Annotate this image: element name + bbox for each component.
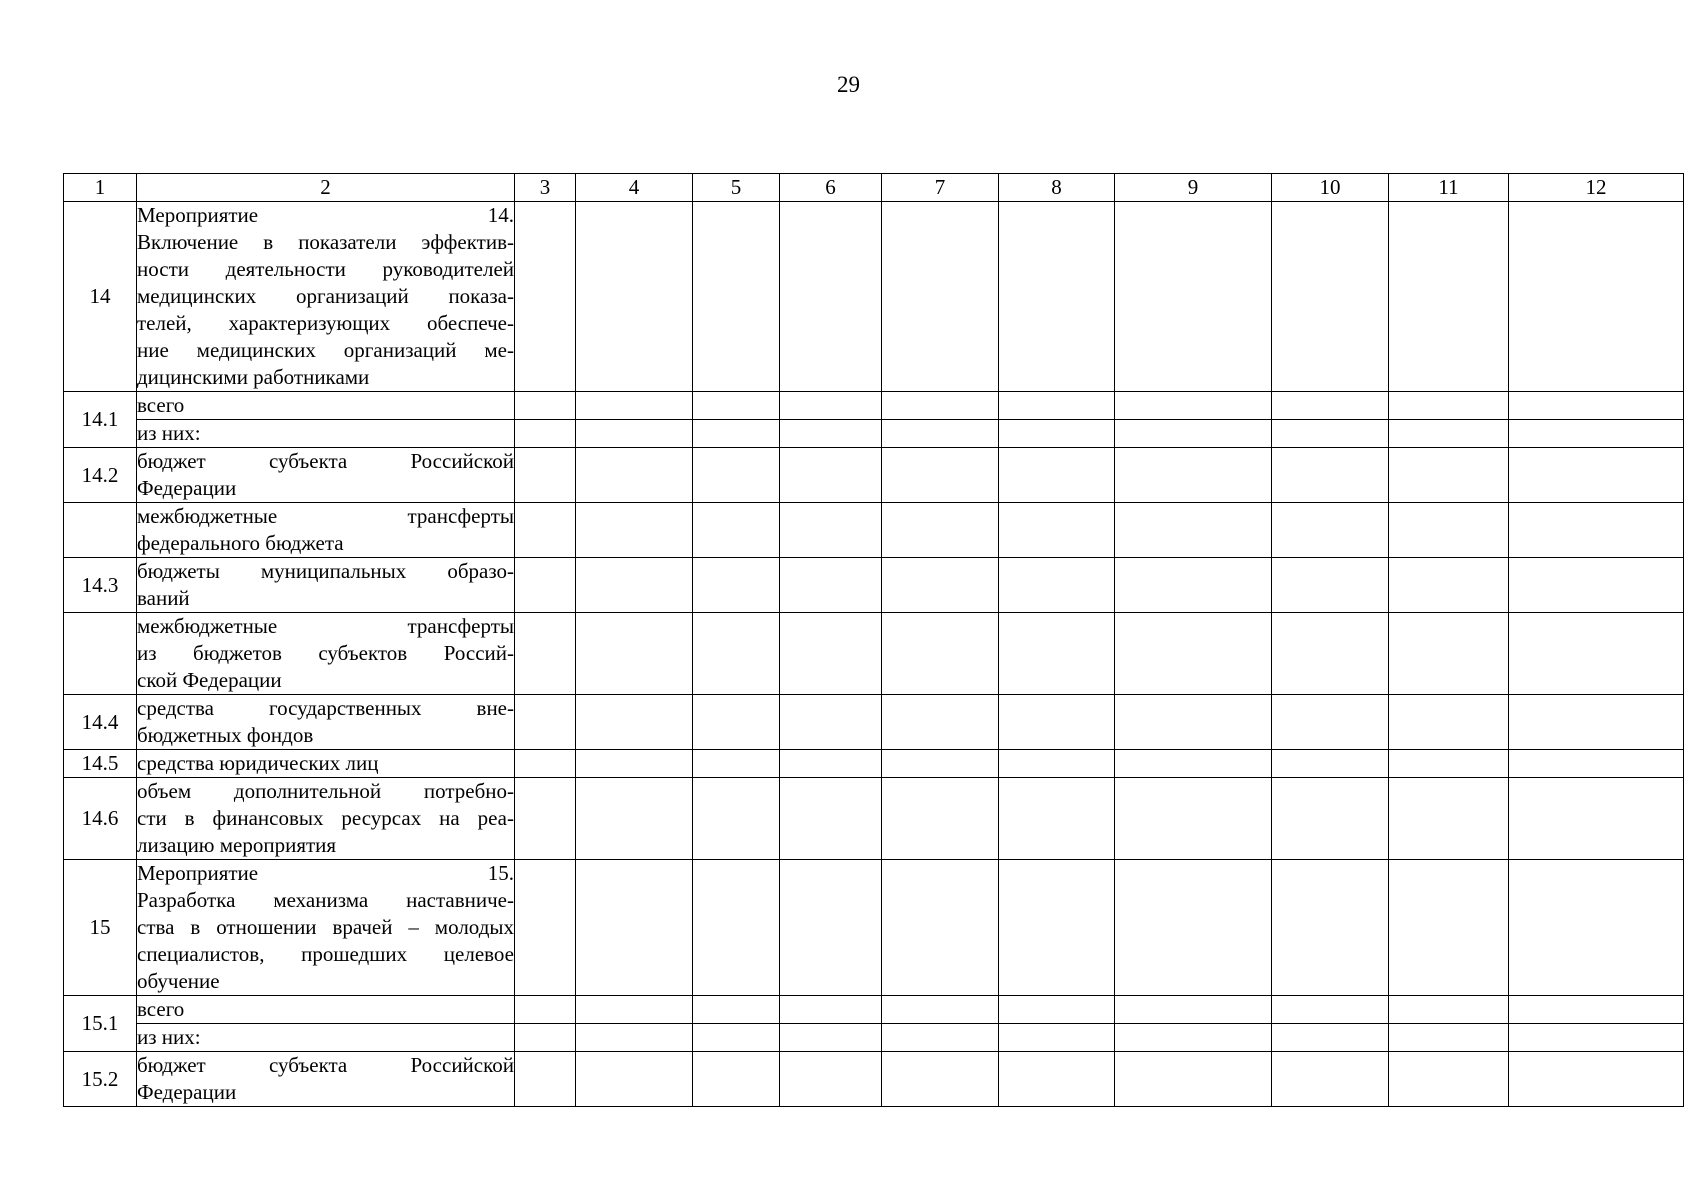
table-row: [64, 448, 1684, 503]
row-number-cell: 14.1: [64, 392, 137, 448]
row-description-cell: [137, 996, 515, 1024]
value-cell-col-3: [515, 996, 576, 1024]
value-cell-col-5: [693, 1024, 780, 1052]
value-cell-col-6: [780, 778, 882, 860]
row-description-cell: [137, 392, 515, 420]
value-cell-col-7: [882, 613, 999, 695]
value-cell-col-7: [882, 750, 999, 778]
value-cell-col-4: [576, 420, 693, 448]
column-header-5: 5: [693, 174, 780, 202]
description-line: медицинских организаций показа-: [137, 284, 514, 308]
row-description-cell: [137, 1024, 515, 1052]
value-cell-col-4: [576, 558, 693, 613]
value-cell-col-6: [780, 695, 882, 750]
table-row: [64, 778, 1684, 860]
value-cell-col-5: [693, 202, 780, 392]
description-line: из них:: [137, 1025, 201, 1049]
value-cell-col-8: [999, 1052, 1115, 1107]
description-line: бюджет субъекта Российской: [137, 449, 514, 473]
value-cell-col-9: [1115, 202, 1272, 392]
value-cell-col-10: [1272, 778, 1389, 860]
value-cell-col-3: [515, 420, 576, 448]
value-cell-col-12: [1509, 695, 1684, 750]
value-cell-col-12: [1509, 420, 1684, 448]
row-description-cell: [137, 420, 515, 448]
row-number-cell: 14.2: [64, 448, 137, 503]
description-line: бюджетных фондов: [137, 723, 314, 747]
value-cell-col-6: [780, 996, 882, 1024]
value-cell-col-5: [693, 420, 780, 448]
value-cell-col-4: [576, 1052, 693, 1107]
value-cell-col-4: [576, 1024, 693, 1052]
value-cell-col-3: [515, 202, 576, 392]
value-cell-col-4: [576, 448, 693, 503]
value-cell-col-7: [882, 202, 999, 392]
value-cell-col-8: [999, 202, 1115, 392]
value-cell-col-5: [693, 503, 780, 558]
column-header-12: 12: [1509, 174, 1684, 202]
value-cell-col-6: [780, 392, 882, 420]
value-cell-col-3: [515, 1024, 576, 1052]
description-line: межбюджетные трансферты: [137, 504, 514, 528]
row-description-cell: [137, 202, 515, 392]
column-header-6: 6: [780, 174, 882, 202]
value-cell-col-10: [1272, 613, 1389, 695]
page-number: 29: [837, 72, 860, 97]
value-cell-col-6: [780, 1052, 882, 1107]
value-cell-col-5: [693, 996, 780, 1024]
column-header-4: 4: [576, 174, 693, 202]
description-line: ства в отношении врачей – молодых: [137, 915, 514, 939]
value-cell-col-9: [1115, 860, 1272, 996]
description-line: Мероприятие 14.: [137, 203, 514, 227]
value-cell-col-12: [1509, 750, 1684, 778]
value-cell-col-8: [999, 392, 1115, 420]
row-number-cell: [64, 613, 137, 695]
value-cell-col-10: [1272, 448, 1389, 503]
row-number-cell: 15: [64, 860, 137, 996]
value-cell-col-12: [1509, 202, 1684, 392]
value-cell-col-4: [576, 695, 693, 750]
value-cell-col-3: [515, 1052, 576, 1107]
value-cell-col-12: [1509, 996, 1684, 1024]
column-header-1: 1: [64, 174, 137, 202]
value-cell-col-4: [576, 996, 693, 1024]
table-row: [64, 1024, 1684, 1052]
row-number-cell: 15.2: [64, 1052, 137, 1107]
description-line: ваний: [137, 586, 190, 610]
description-line: телей, характеризующих обеспече-: [137, 311, 514, 335]
value-cell-col-9: [1115, 420, 1272, 448]
column-header-3: 3: [515, 174, 576, 202]
value-cell-col-9: [1115, 503, 1272, 558]
description-line: из них:: [137, 421, 201, 445]
value-cell-col-4: [576, 392, 693, 420]
description-line: ности деятельности руководителей: [137, 257, 514, 281]
value-cell-col-12: [1509, 778, 1684, 860]
value-cell-col-6: [780, 558, 882, 613]
value-cell-col-3: [515, 613, 576, 695]
funding-table: [63, 173, 1684, 1107]
value-cell-col-11: [1389, 202, 1509, 392]
row-description-cell: [137, 860, 515, 996]
row-description-cell: [137, 778, 515, 860]
description-line: Разработка механизма наставниче-: [137, 888, 514, 912]
value-cell-col-10: [1272, 695, 1389, 750]
value-cell-col-9: [1115, 1052, 1272, 1107]
value-cell-col-5: [693, 392, 780, 420]
row-description-cell: [137, 750, 515, 778]
row-number-cell: 14.3: [64, 558, 137, 613]
value-cell-col-10: [1272, 558, 1389, 613]
row-description-cell: [137, 1052, 515, 1107]
description-line: федерального бюджета: [137, 531, 344, 555]
value-cell-col-11: [1389, 1024, 1509, 1052]
value-cell-col-4: [576, 503, 693, 558]
description-line: средства государственных вне-: [137, 696, 514, 720]
value-cell-col-10: [1272, 1024, 1389, 1052]
row-description-cell: [137, 613, 515, 695]
value-cell-col-12: [1509, 392, 1684, 420]
value-cell-col-8: [999, 750, 1115, 778]
value-cell-col-12: [1509, 860, 1684, 996]
value-cell-col-10: [1272, 503, 1389, 558]
value-cell-col-8: [999, 503, 1115, 558]
description-line: Федерации: [137, 476, 237, 500]
value-cell-col-6: [780, 420, 882, 448]
value-cell-col-7: [882, 695, 999, 750]
row-description-cell: [137, 695, 515, 750]
table-row: [64, 1052, 1684, 1107]
description-line: бюджет субъекта Российской: [137, 1053, 514, 1077]
description-line: из бюджетов субъектов Россий-: [137, 641, 514, 665]
value-cell-col-3: [515, 558, 576, 613]
value-cell-col-5: [693, 558, 780, 613]
value-cell-col-6: [780, 1024, 882, 1052]
table-row: [64, 558, 1684, 613]
value-cell-col-12: [1509, 1052, 1684, 1107]
value-cell-col-10: [1272, 750, 1389, 778]
value-cell-col-8: [999, 996, 1115, 1024]
value-cell-col-3: [515, 778, 576, 860]
value-cell-col-5: [693, 860, 780, 996]
value-cell-col-9: [1115, 392, 1272, 420]
value-cell-col-4: [576, 202, 693, 392]
value-cell-col-9: [1115, 613, 1272, 695]
value-cell-col-5: [693, 695, 780, 750]
value-cell-col-7: [882, 778, 999, 860]
column-header-10: 10: [1272, 174, 1389, 202]
value-cell-col-8: [999, 448, 1115, 503]
value-cell-col-3: [515, 860, 576, 996]
value-cell-col-8: [999, 695, 1115, 750]
value-cell-col-8: [999, 778, 1115, 860]
description-line: межбюджетные трансферты: [137, 614, 514, 638]
value-cell-col-4: [576, 750, 693, 778]
value-cell-col-6: [780, 202, 882, 392]
table-row: [64, 503, 1684, 558]
row-number-cell: 14.6: [64, 778, 137, 860]
value-cell-col-10: [1272, 420, 1389, 448]
value-cell-col-9: [1115, 695, 1272, 750]
value-cell-col-10: [1272, 996, 1389, 1024]
description-line: сти в финансовых ресурсах на реа-: [137, 806, 514, 830]
value-cell-col-10: [1272, 202, 1389, 392]
value-cell-col-7: [882, 392, 999, 420]
row-number-cell: 15.1: [64, 996, 137, 1052]
value-cell-col-11: [1389, 420, 1509, 448]
value-cell-col-11: [1389, 996, 1509, 1024]
row-description-cell: [137, 448, 515, 503]
value-cell-col-11: [1389, 448, 1509, 503]
value-cell-col-11: [1389, 695, 1509, 750]
value-cell-col-8: [999, 860, 1115, 996]
description-line: специалистов, прошедших целевое: [137, 942, 514, 966]
description-line: обучение: [137, 969, 220, 993]
value-cell-col-7: [882, 420, 999, 448]
value-cell-col-12: [1509, 448, 1684, 503]
value-cell-col-8: [999, 420, 1115, 448]
value-cell-col-9: [1115, 448, 1272, 503]
value-cell-col-12: [1509, 1024, 1684, 1052]
value-cell-col-10: [1272, 392, 1389, 420]
value-cell-col-11: [1389, 503, 1509, 558]
row-number-cell: 14.5: [64, 750, 137, 778]
value-cell-col-6: [780, 503, 882, 558]
value-cell-col-3: [515, 750, 576, 778]
column-header-9: 9: [1115, 174, 1272, 202]
value-cell-col-4: [576, 860, 693, 996]
description-line: бюджеты муниципальных образо-: [137, 559, 514, 583]
value-cell-col-3: [515, 695, 576, 750]
row-number-cell: [64, 503, 137, 558]
table-body: [64, 202, 1684, 1107]
row-number-cell: 14: [64, 202, 137, 392]
value-cell-col-9: [1115, 778, 1272, 860]
table-row: [64, 613, 1684, 695]
description-line: объем дополнительной потребно-: [137, 779, 514, 803]
value-cell-col-9: [1115, 1024, 1272, 1052]
description-line: ние медицинских организаций ме-: [137, 338, 514, 362]
value-cell-col-6: [780, 750, 882, 778]
value-cell-col-9: [1115, 750, 1272, 778]
description-line: ской Федерации: [137, 668, 282, 692]
value-cell-col-5: [693, 448, 780, 503]
value-cell-col-7: [882, 1024, 999, 1052]
description-line: средства юридических лиц: [137, 751, 379, 775]
description-line: Включение в показатели эффектив-: [137, 230, 514, 254]
value-cell-col-7: [882, 448, 999, 503]
value-cell-col-3: [515, 392, 576, 420]
value-cell-col-4: [576, 778, 693, 860]
description-line: Федерации: [137, 1080, 237, 1104]
value-cell-col-9: [1115, 558, 1272, 613]
table-row: [64, 750, 1684, 778]
table-row: [64, 996, 1684, 1024]
value-cell-col-5: [693, 750, 780, 778]
value-cell-col-11: [1389, 392, 1509, 420]
row-description-cell: [137, 558, 515, 613]
value-cell-col-11: [1389, 1052, 1509, 1107]
value-cell-col-6: [780, 860, 882, 996]
row-number-cell: 14.4: [64, 695, 137, 750]
value-cell-col-8: [999, 613, 1115, 695]
value-cell-col-3: [515, 503, 576, 558]
value-cell-col-8: [999, 1024, 1115, 1052]
description-line: Мероприятие 15.: [137, 861, 514, 885]
value-cell-col-5: [693, 1052, 780, 1107]
value-cell-col-11: [1389, 750, 1509, 778]
value-cell-col-3: [515, 448, 576, 503]
table-row: [64, 695, 1684, 750]
value-cell-col-11: [1389, 778, 1509, 860]
value-cell-col-5: [693, 778, 780, 860]
value-cell-col-7: [882, 996, 999, 1024]
description-line: дицинскими работниками: [137, 365, 370, 389]
value-cell-col-11: [1389, 860, 1509, 996]
table-row: [64, 392, 1684, 420]
value-cell-col-11: [1389, 613, 1509, 695]
value-cell-col-11: [1389, 558, 1509, 613]
table-row: [64, 202, 1684, 392]
value-cell-col-4: [576, 613, 693, 695]
value-cell-col-10: [1272, 860, 1389, 996]
header-row: [64, 174, 1684, 202]
value-cell-col-9: [1115, 996, 1272, 1024]
description-line: лизацию мероприятия: [137, 833, 337, 857]
value-cell-col-7: [882, 558, 999, 613]
column-header-11: 11: [1389, 174, 1509, 202]
table-row: [64, 860, 1684, 996]
column-header-2: 2: [137, 174, 515, 202]
value-cell-col-10: [1272, 1052, 1389, 1107]
value-cell-col-5: [693, 613, 780, 695]
value-cell-col-6: [780, 448, 882, 503]
row-description-cell: [137, 503, 515, 558]
value-cell-col-12: [1509, 558, 1684, 613]
value-cell-col-7: [882, 503, 999, 558]
description-line: всего: [137, 393, 185, 417]
table-row: [64, 420, 1684, 448]
value-cell-col-12: [1509, 613, 1684, 695]
column-header-7: 7: [882, 174, 999, 202]
value-cell-col-8: [999, 558, 1115, 613]
column-header-8: 8: [999, 174, 1115, 202]
value-cell-col-12: [1509, 503, 1684, 558]
description-line: всего: [137, 997, 185, 1021]
value-cell-col-7: [882, 1052, 999, 1107]
value-cell-col-6: [780, 613, 882, 695]
value-cell-col-7: [882, 860, 999, 996]
